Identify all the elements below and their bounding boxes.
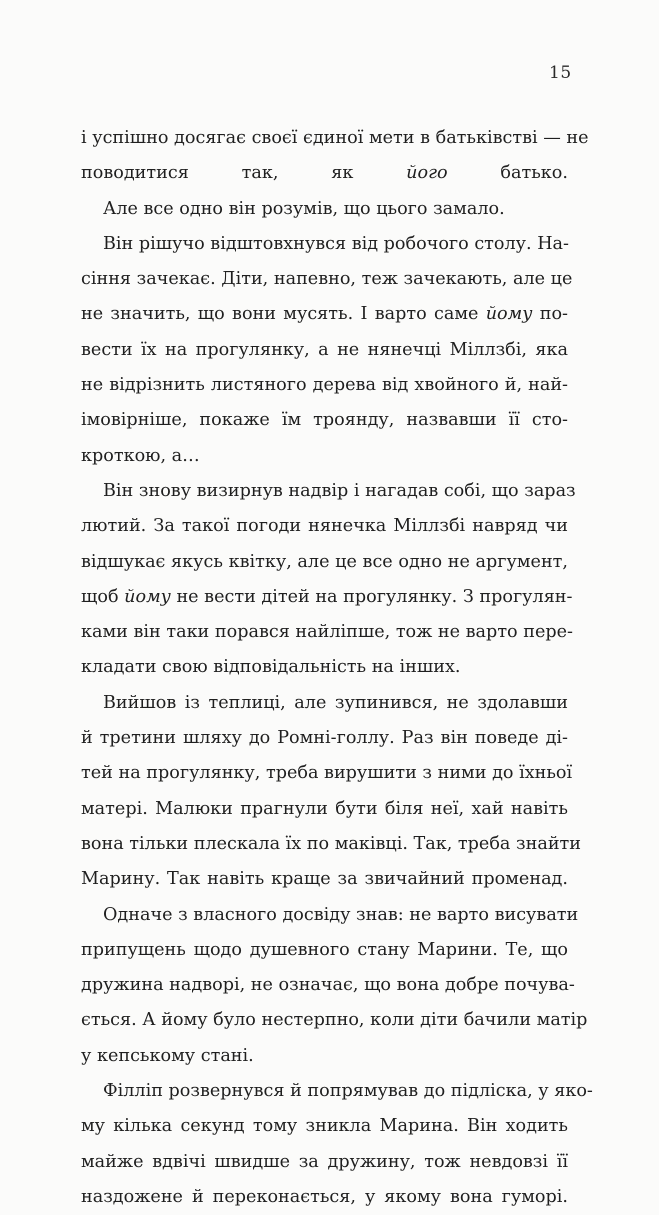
text-segment: Він знову визирнув надвір і нагадав собі, що зараз [103, 480, 576, 501]
text-segment: поводитися так, як [81, 163, 407, 184]
text-segment: щоб [81, 586, 125, 607]
text-line [81, 862, 568, 897]
text-segment: кладати свою відповідальність на інших. [81, 657, 461, 678]
text-line [81, 297, 568, 332]
text-segment: вести їх на прогулянку, а не нянечці Міллзбі, яка [81, 339, 568, 360]
text-segment: лютий. За такої погоди нянечка Міллзбі навряд чи [81, 516, 568, 537]
text-line [81, 368, 568, 403]
text-line [81, 898, 579, 933]
text-line [81, 1180, 568, 1215]
italic-text: його [406, 163, 448, 184]
text-segment: ється. А йому було нестерпно, коли діти бачили матір [81, 1010, 588, 1031]
text-segment: Він рішучо відштовхнувся від робочого столу. На- [103, 233, 569, 254]
text-line [81, 192, 568, 227]
text-segment: імовірніше, покаже їм троянду, назвавши її сто- [81, 410, 568, 431]
text-line [81, 827, 582, 862]
text-line [81, 933, 568, 968]
text-line [81, 439, 568, 474]
text-segment: по- [532, 304, 568, 325]
text-line [81, 1074, 593, 1109]
text-segment: наздожене й переконається, у якому вона гуморі. [81, 1186, 568, 1207]
text-line [81, 121, 589, 156]
text-line [81, 756, 573, 791]
text-segment: у кепському стані. [81, 1045, 254, 1066]
text-line [81, 262, 573, 297]
text-line [81, 792, 568, 827]
text-line [81, 545, 568, 580]
text-segment: Одначе з власного досвіду знав: не варто висувати [103, 904, 579, 925]
text-line [81, 686, 568, 721]
text-line [81, 1003, 588, 1038]
page-number: 15 [549, 63, 572, 83]
text-segment: Філліп розвернувся й попрямував до підліска, у яко- [103, 1081, 593, 1102]
text-segment: дружина надворі, не означає, що вона добре почува- [81, 975, 575, 996]
text-segment: ками він таки порався найліпше, тож не варто пере- [81, 622, 573, 643]
text-segment: майже вдвічі швидше за дружину, тож невдовзі її [81, 1151, 568, 1172]
text-line [81, 721, 568, 756]
text-line [81, 333, 568, 368]
text-segment: тей на прогулянку, треба вирушити з ними до їхньої [81, 763, 573, 784]
italic-text: йому [124, 586, 171, 607]
italic-text: йому [485, 304, 533, 325]
text-line [81, 580, 573, 615]
text-line [81, 403, 568, 438]
text-line [81, 509, 568, 544]
text-segment: й третини шляху до Ромні-голлу. Раз він поведе ді- [81, 728, 568, 749]
text-segment: Але все одно він розумів, що цього замало. [103, 198, 505, 219]
text-line [81, 615, 573, 650]
text-line [81, 227, 568, 262]
text-segment: кроткою, а… [81, 445, 200, 466]
text-segment: і успішно досягає своєї єдиної мети в батьківстві — не [81, 128, 589, 148]
text-segment: батько. [447, 163, 568, 184]
text-line [81, 650, 568, 685]
text-segment: Марину. Так навіть краще за звичайний променад. [81, 869, 568, 890]
text-segment: не вести дітей на прогулянку. З прогулян- [170, 586, 573, 607]
text-segment: вона тільки плескала їх по маківці. Так, треба знайти [81, 833, 582, 854]
text-line [81, 968, 575, 1003]
text-segment: припущень щодо душевного стану Марини. Те, що [81, 939, 568, 960]
text-segment: не значить, що вони мусять. І варто саме [81, 304, 486, 325]
text-line [81, 1145, 568, 1180]
text-line [81, 1109, 568, 1144]
text-line [81, 156, 568, 191]
body-text [81, 121, 593, 1215]
text-segment: матері. Малюки прагнули бути біля неї, хай навіть [81, 798, 568, 819]
text-segment: сіння зачекає. Діти, напевно, теж зачекають, але це [81, 269, 573, 290]
text-segment: відшукає якусь квітку, але це все одно не аргумент, [81, 551, 568, 572]
text-segment: не відрізнить листяного дерева від хвойного й, най- [81, 375, 568, 396]
text-line [81, 1039, 568, 1074]
text-line [81, 474, 576, 509]
text-segment: му кілька секунд тому зникла Марина. Він ходить [81, 1116, 568, 1137]
text-segment: Вийшов із теплиці, але зупинився, не здолавши [103, 692, 568, 713]
